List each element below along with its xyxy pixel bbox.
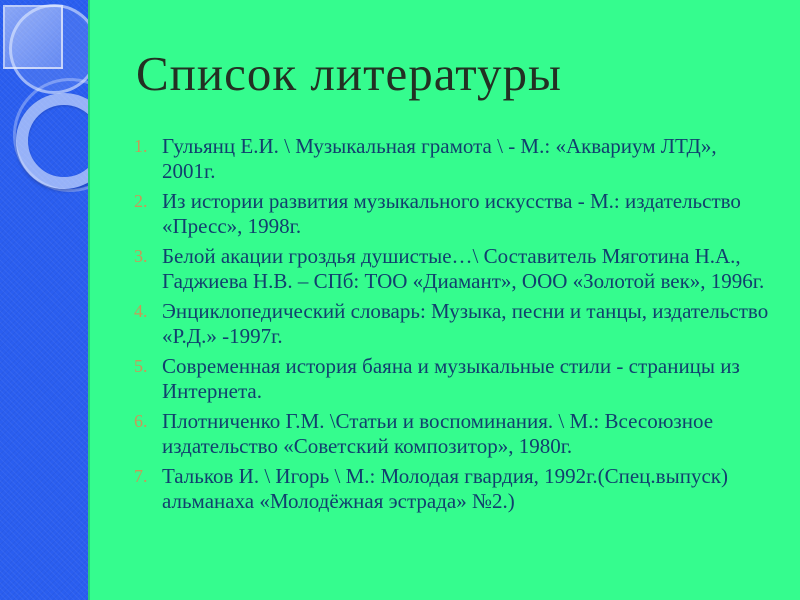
reference-item xyxy=(134,464,774,514)
reference-number: 2. xyxy=(134,191,148,211)
reference-item xyxy=(134,354,774,404)
reference-number: 5. xyxy=(134,356,148,376)
reference-text: Гульянц Е.И. \ Музыкальная грамота \ - М.: «Аквариум ЛТД», 2001г. xyxy=(162,134,717,183)
reference-number: 3. xyxy=(134,246,148,266)
reference-list xyxy=(134,134,774,514)
reference-text: Плотниченко Г.М. \Статьи и воспоминания. \ М.: Всесоюзное издательство «Советский композитор», 1980г. xyxy=(162,409,714,458)
reference-text: Белой акации гроздья душистые…\ Составитель Мяготина Н.А., Гаджиева Н.В. – СПб: ТОО «Диамант», ООО «Золотой век», 1996г. xyxy=(162,244,765,293)
reference-text: Из истории развития музыкального искусства - М.: издательство «Пресс», 1998г. xyxy=(162,189,741,238)
reference-number: 7. xyxy=(134,466,148,486)
reference-item xyxy=(134,134,774,184)
reference-text: Тальков И. \ Игорь \ М.: Молодая гвардия, 1992г.(Спец.выпуск) альманаха «Молодёжная эстрада» №2.) xyxy=(162,464,728,513)
reference-item xyxy=(134,189,774,239)
reference-item xyxy=(134,409,774,459)
reference-item xyxy=(134,244,774,294)
content-panel xyxy=(88,0,800,600)
reference-text: Современная история баяна и музыкальные стили - страницы из Интернета. xyxy=(162,354,740,403)
reference-number: 6. xyxy=(134,411,148,431)
reference-item xyxy=(134,299,774,349)
reference-number: 4. xyxy=(134,301,148,321)
reference-text: Энциклопедический словарь: Музыка, песни и танцы, издательство «Р.Д.» -1997г. xyxy=(162,299,769,348)
slide-title: Список литературы xyxy=(136,46,562,101)
reference-number: 1. xyxy=(134,136,148,156)
